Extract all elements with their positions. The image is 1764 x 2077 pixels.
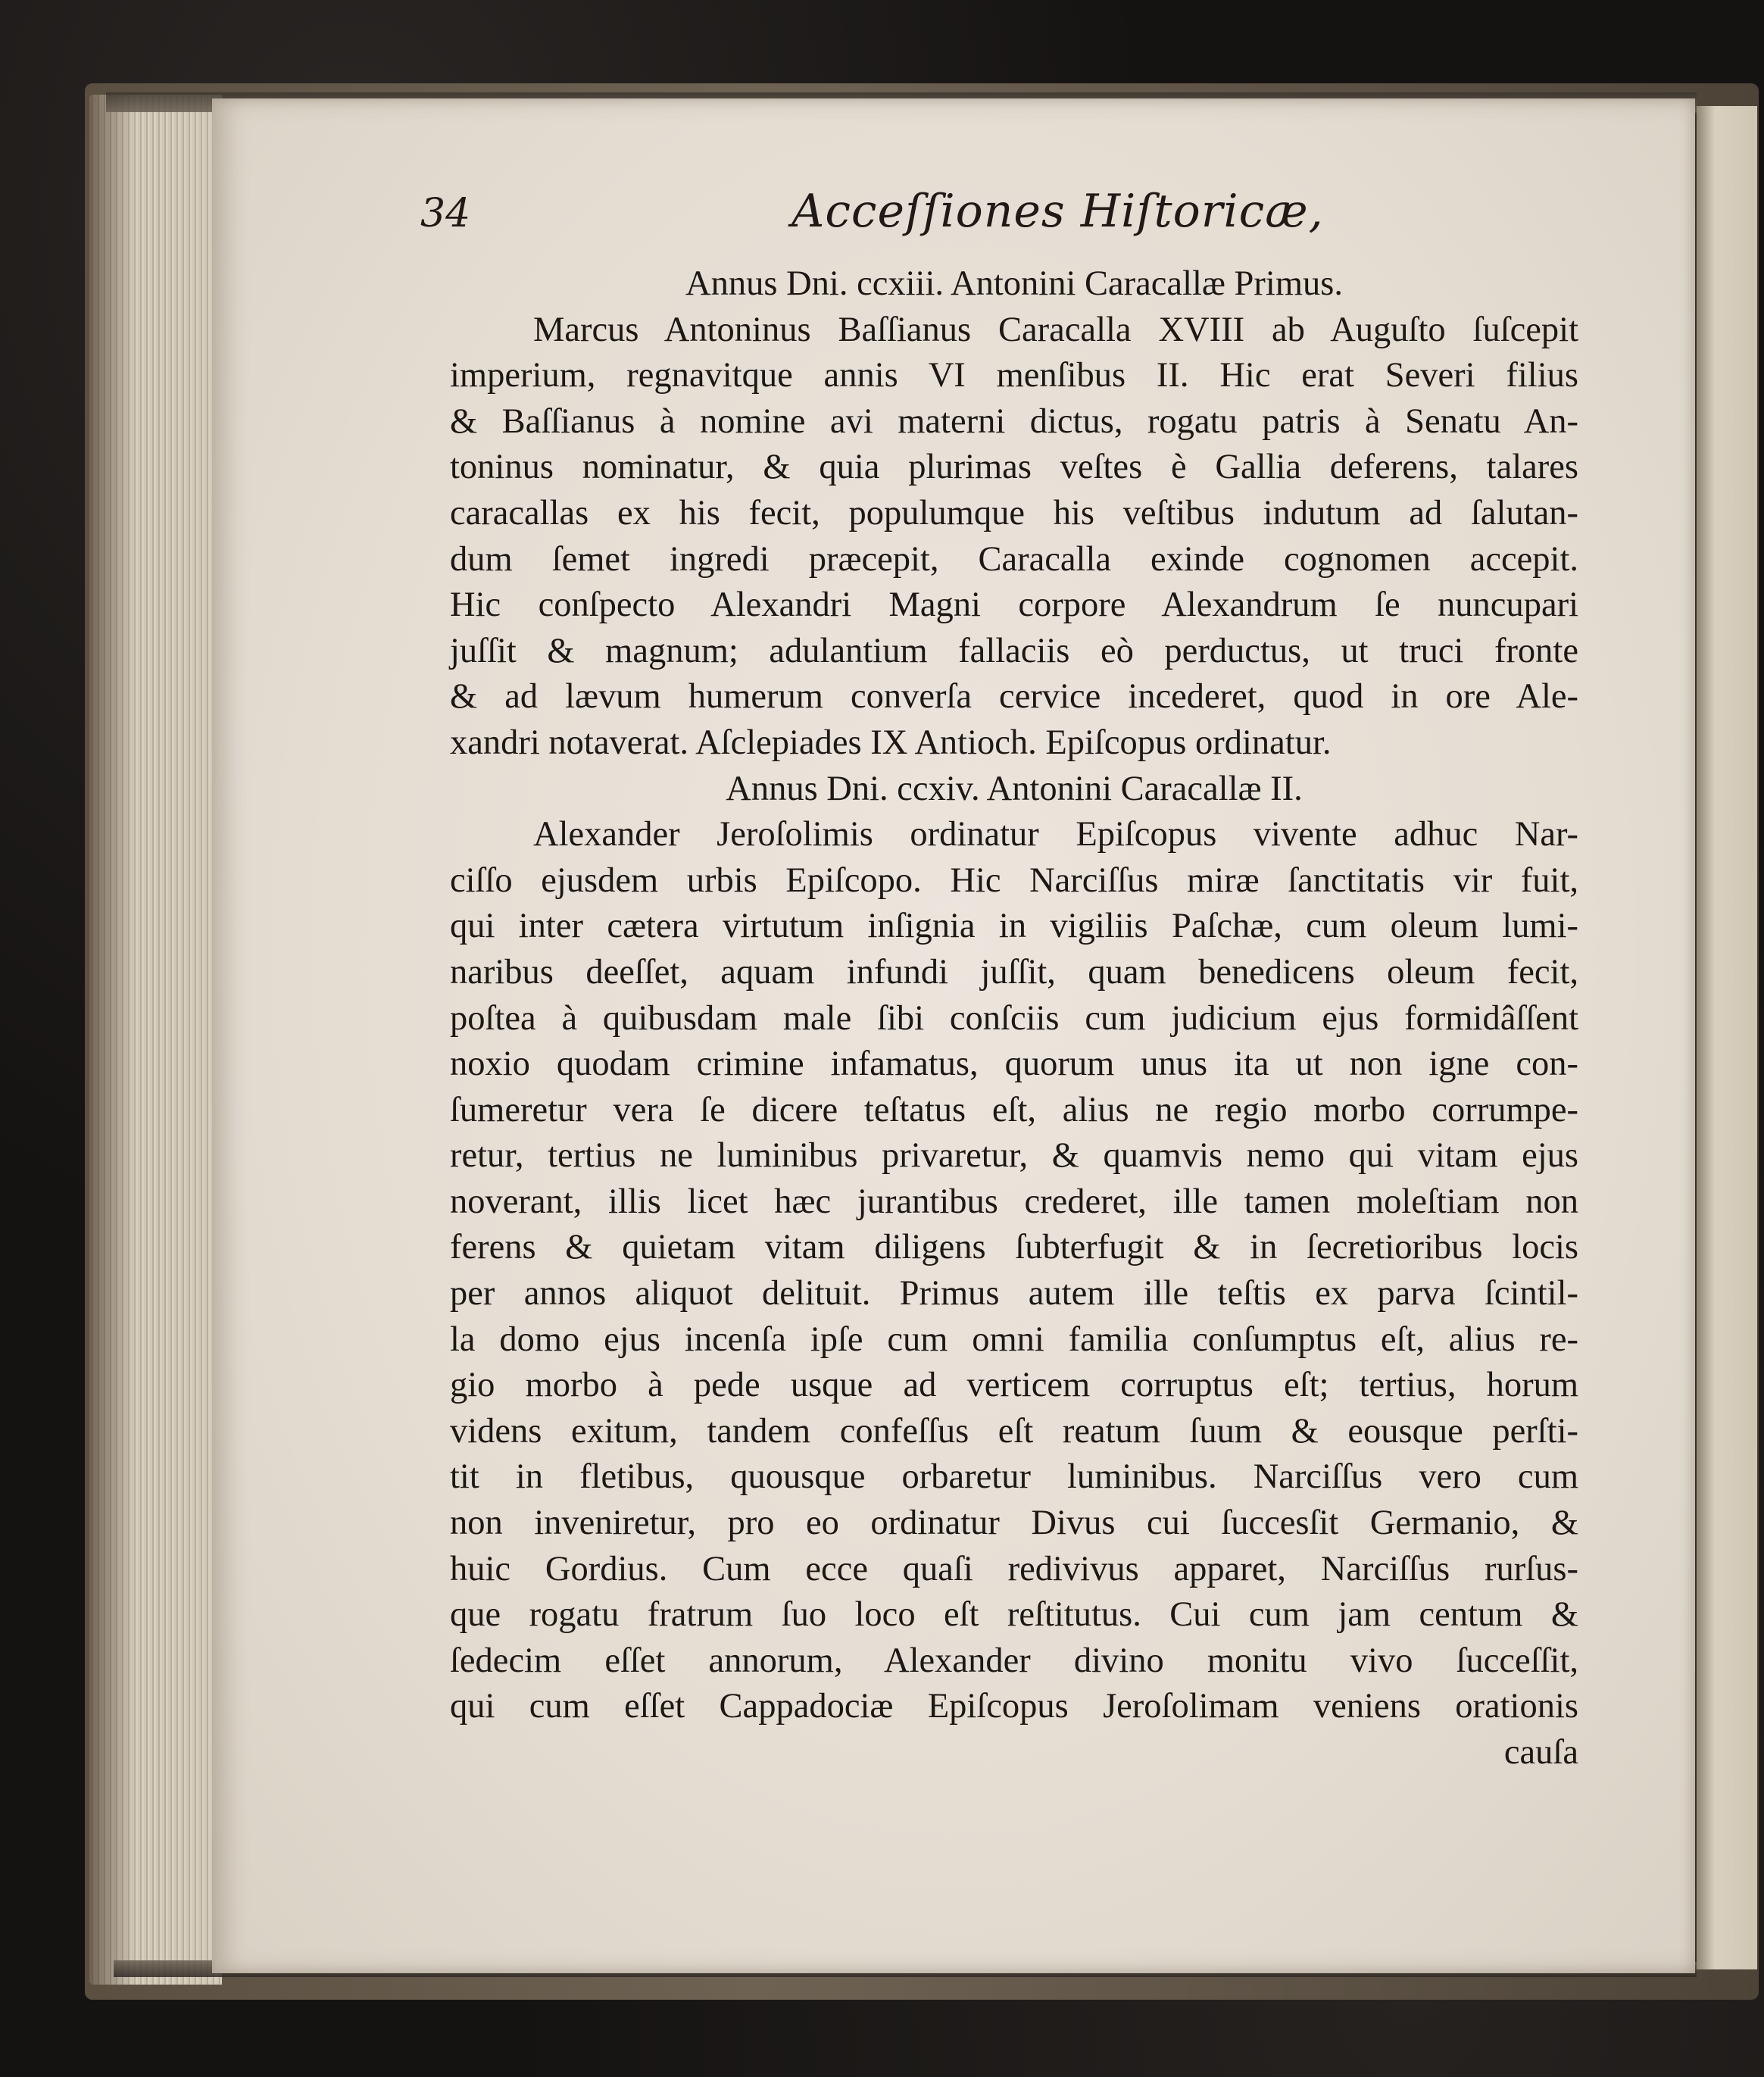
text-line: Marcus Antoninus Baſſianus Caracalla XVIII ab Auguſto ſuſcepit bbox=[533, 310, 1578, 349]
running-title: Acceſſiones Hiſtoricæ, bbox=[791, 185, 1324, 238]
text-line: ciſſo ejusdem urbis Epiſcopo. Hic Narciſſus miræ ſanctitatis vir fuit, bbox=[450, 860, 1578, 900]
text-line: per annos aliquot delituit. Primus autem ille teſtis ex parva ſcintil- bbox=[450, 1274, 1578, 1313]
text-line: gio morbo à pede usque ad verticem corruptus eſt; tertius, horum bbox=[450, 1366, 1578, 1405]
text-line: ſedecim eſſet annorum, Alexander divino monitu vivo ſucceſſit, bbox=[450, 1641, 1578, 1680]
text-line: huic Gordius. Cum ecce quaſi redivivus apparet, Narciſſus rurſus- bbox=[450, 1549, 1578, 1588]
text-line: qui cum eſſet Cappadociæ Epiſcopus Jeroſolimam veniens orationis bbox=[450, 1687, 1578, 1726]
text-line: toninus nominatur, & quia plurimas veſtes è Gallia deferens, talares bbox=[450, 448, 1578, 487]
text-line: que rogatu fratrum ſuo loco eſt reſtitutus. Cui cum jam centum & bbox=[450, 1595, 1578, 1635]
text-line: videns exitum, tandem confeſſus eſt reatum ſuum & eousque perſti- bbox=[450, 1411, 1578, 1451]
body-text bbox=[450, 261, 1578, 1776]
text-line: Alexander Jeroſolimis ordinatur Epiſcopus vivente adhuc Nar- bbox=[533, 815, 1578, 854]
text-line: noverant, illis licet hæc jurantibus crederet, ille tamen moleſtiam non bbox=[450, 1182, 1578, 1221]
text-line: ſumeretur vera ſe dicere teſtatus eſt, alius ne regio morbo corrumpe- bbox=[450, 1090, 1578, 1129]
text-line: naribus deeſſet, aquam infundi juſſit, quam benedicens oleum fecit, bbox=[450, 952, 1578, 992]
text-line: Hic conſpecto Alexandri Magni corpore Alexandrum ſe nuncupari bbox=[450, 586, 1578, 625]
page-stack-shadow bbox=[89, 95, 135, 1985]
text-line: qui inter cætera virtutum inſignia in vigiliis Paſchæ, cum oleum lumi- bbox=[450, 907, 1578, 946]
text-line: la domo ejus incenſa ipſe cum omni familia conſumptus eſt, alius re- bbox=[450, 1320, 1578, 1359]
text-line: poſtea à quibusdam male ſibi conſciis cum judicium ejus formidâſſent bbox=[450, 998, 1578, 1038]
year-heading: Annus Dni. ccxiii. Antonini Caracallæ Primus. bbox=[685, 264, 1343, 303]
text-line: non inveniretur, pro eo ordinatur Divus cui ſuccesſit Germanio, & bbox=[450, 1504, 1578, 1543]
catchword: cauſa bbox=[1503, 1733, 1578, 1772]
text-line: juſſit & magnum; adulantium fallaciis eò perductus, ut truci fronte bbox=[450, 631, 1578, 670]
text-line: & ad lævum humerum converſa cervice incederet, quod in ore Ale- bbox=[450, 677, 1578, 717]
page-number: 34 bbox=[420, 191, 471, 236]
running-head bbox=[420, 180, 1663, 248]
text-line: ferens & quietam vitam diligens ſubterfugit & in ſecretioribus locis bbox=[450, 1228, 1578, 1267]
text-line: tit in fletibus, quousque orbaretur luminibus. Narciſſus vero cum bbox=[450, 1457, 1578, 1497]
text-line: imperium, regnavitque annis VI menſibus II. Hic erat Severi filius bbox=[450, 356, 1578, 395]
text-line: caracallas ex his fecit, populumque his veſtibus indutum ad ſalutan- bbox=[450, 493, 1578, 533]
facing-page-edge bbox=[1697, 106, 1757, 1969]
text-line: & Baſſianus à nomine avi materni dictus, rogatu patris à Senatu An- bbox=[450, 401, 1578, 441]
year-heading: Annus Dni. ccxiv. Antonini Caracallæ II. bbox=[726, 769, 1303, 808]
text-line: retur, tertius ne luminibus privaretur, & quamvis nemo qui vitam ejus bbox=[450, 1136, 1578, 1176]
text-line: noxio quodam crimine infamatus, quorum unus ita ut non igne con- bbox=[450, 1045, 1578, 1084]
text-line: xandri notaverat. Aſclepiades IX Antioch. Epiſcopus ordinatur. bbox=[450, 723, 1332, 762]
text-line: dum ſemet ingredi præcepit, Caracalla exinde cognomen accepit. bbox=[450, 539, 1578, 579]
